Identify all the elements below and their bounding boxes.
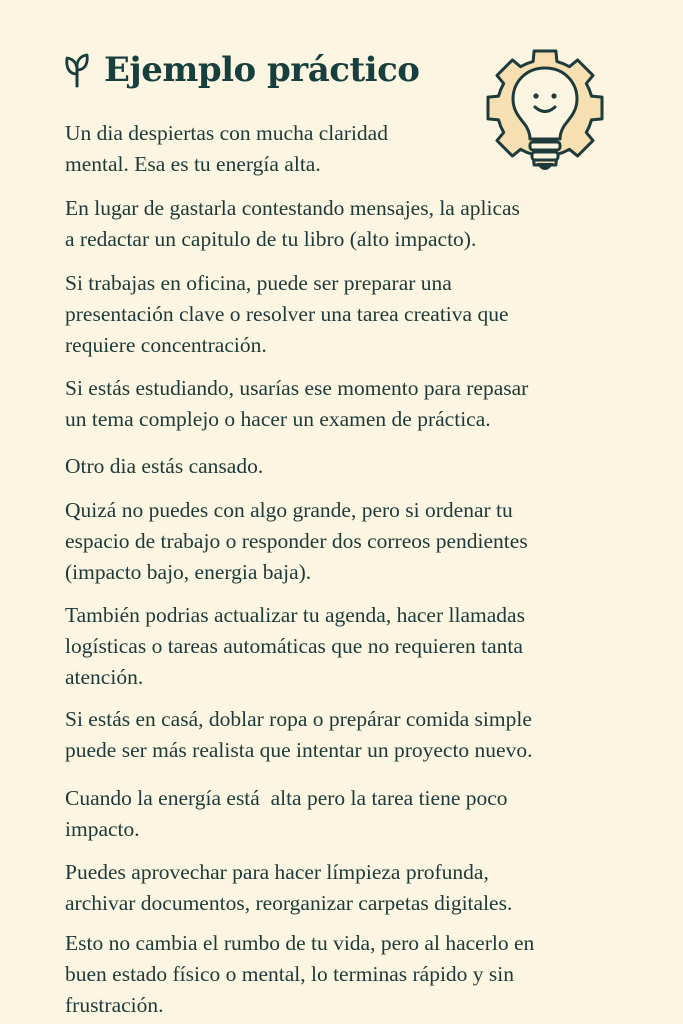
text-line: Un dia despiertas con mucha claridad [65,121,388,145]
paragraph [65,783,508,845]
paragraph [65,268,509,361]
text-line: Otro dia estás cansado. [65,454,264,478]
text-line: Puedes aprovechar para hacer límpieza profunda, [65,860,489,884]
text-line: Si trabajas en oficina, puede ser preparar una [65,271,452,295]
text-line: En lugar de gastarla contestando mensajes, la aplicas [65,196,520,220]
text-line: Quizá no puedes con algo grande, pero si ordenar tu [65,498,513,522]
text-line: Si estás estudiando, usarías ese momento para repasar [65,376,529,400]
text-line: un tema complejo o hacer un examen de práctica. [65,407,491,431]
text-line: También podrias actualizar tu agenda, hacer llamadas [65,603,525,627]
text-line: Cuando la energía está alta pero la tarea tiene poco [65,786,508,810]
leaf-icon [64,52,90,88]
text-line: Si estás en casá, doblar ropa o prepárar comida simple [65,707,532,731]
paragraph [65,704,532,766]
text-line: presentación clave o resolver una tarea creativa que [65,302,509,326]
text-line: espacio de trabajo o responder dos correos pendientes [65,529,528,553]
paragraph [65,118,388,180]
paragraph [65,928,534,1021]
paragraph [65,193,520,255]
page-title: Ejemplo práctico [104,50,420,90]
text-line: mental. Esa es tu energía alta. [65,152,321,176]
text-line: impacto. [65,817,140,841]
text-line: requiere concentración. [65,333,267,357]
text-line: puede ser más realista que intentar un proyecto nuevo. [65,738,533,762]
text-line: atención. [65,665,144,689]
text-line: frustración. [65,993,164,1017]
paragraph [65,451,263,482]
text-line: (impacto bajo, energia baja). [65,560,312,584]
text-line: archivar documentos, reorganizar carpetas digitales. [65,891,513,915]
paragraph [65,373,528,435]
lightbulb-gear-icon [480,46,610,176]
text-line: a redactar un capitulo de tu libro (alto impacto). [65,227,477,251]
text-line: buen estado físico o mental, lo terminas rápido y sin [65,962,515,986]
text-line: Esto no cambia el rumbo de tu vida, pero al hacerlo en [65,931,535,955]
paragraph [65,857,512,919]
paragraph [65,600,525,693]
text-line: logísticas o tareas automáticas que no requieren tanta [65,634,523,658]
title-row [64,50,419,90]
paragraph [65,495,528,588]
